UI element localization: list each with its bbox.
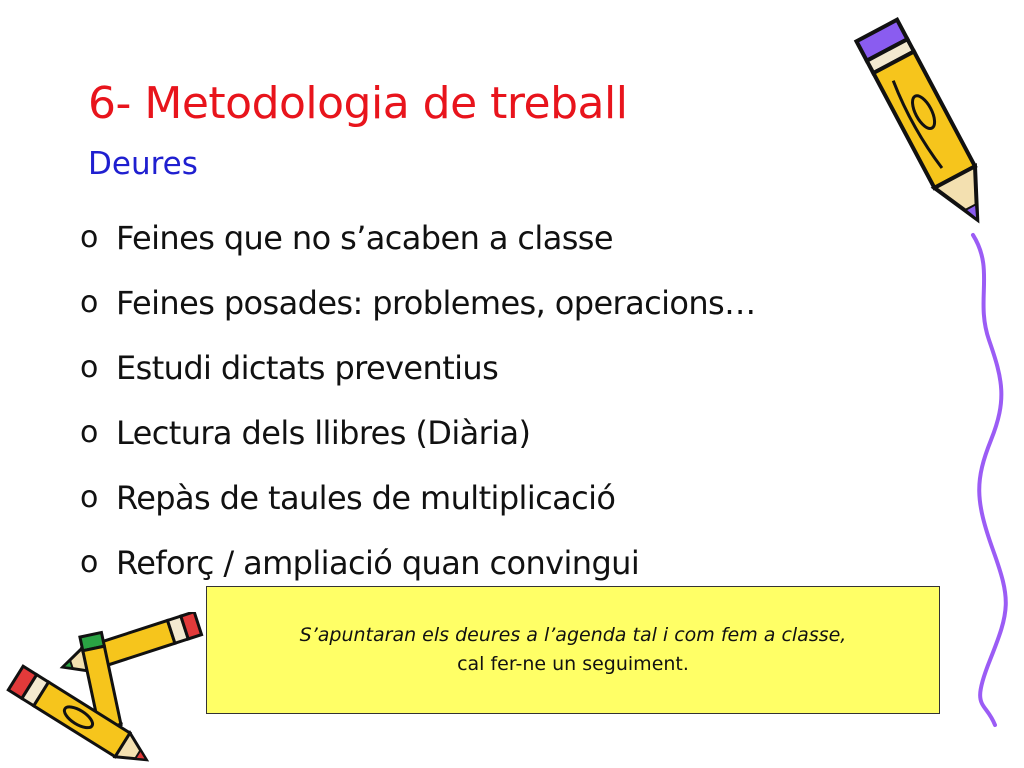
bullet-text: Feines que no s’acaben a classe — [116, 218, 613, 257]
slide-title: 6- Metodologia de treball — [88, 78, 628, 129]
bullet-item — [80, 335, 756, 400]
bullet-marker: o — [80, 545, 98, 580]
pencils-icon — [0, 612, 210, 762]
bullet-item — [80, 205, 756, 270]
bullet-item — [80, 400, 756, 465]
note-box — [206, 586, 940, 714]
bullet-marker: o — [80, 480, 98, 515]
bullet-item — [80, 270, 756, 335]
bullet-text: Reforç / ampliació quan convingui — [116, 543, 640, 582]
bullet-marker: o — [80, 350, 98, 385]
bullet-text: Lectura dels llibres (Diària) — [116, 413, 531, 452]
pencil-icon — [852, 0, 1002, 250]
bullet-text: Feines posades: problemes, operacions… — [116, 283, 756, 322]
bullet-list — [80, 205, 756, 595]
bullet-text: Repàs de taules de multiplicació — [116, 478, 616, 517]
bullet-item — [80, 465, 756, 530]
note-line-1: S’apuntaran els deures a l’agenda tal i com fem a classe, — [299, 624, 847, 646]
squiggle-line — [955, 230, 1015, 730]
bullet-marker: o — [80, 285, 98, 320]
note-line-2: cal fer-ne un seguiment. — [457, 653, 689, 675]
bullet-marker: o — [80, 220, 98, 255]
bullet-text: Estudi dictats preventius — [116, 348, 499, 387]
bullet-marker: o — [80, 415, 98, 450]
slide-subtitle: Deures — [88, 146, 198, 182]
